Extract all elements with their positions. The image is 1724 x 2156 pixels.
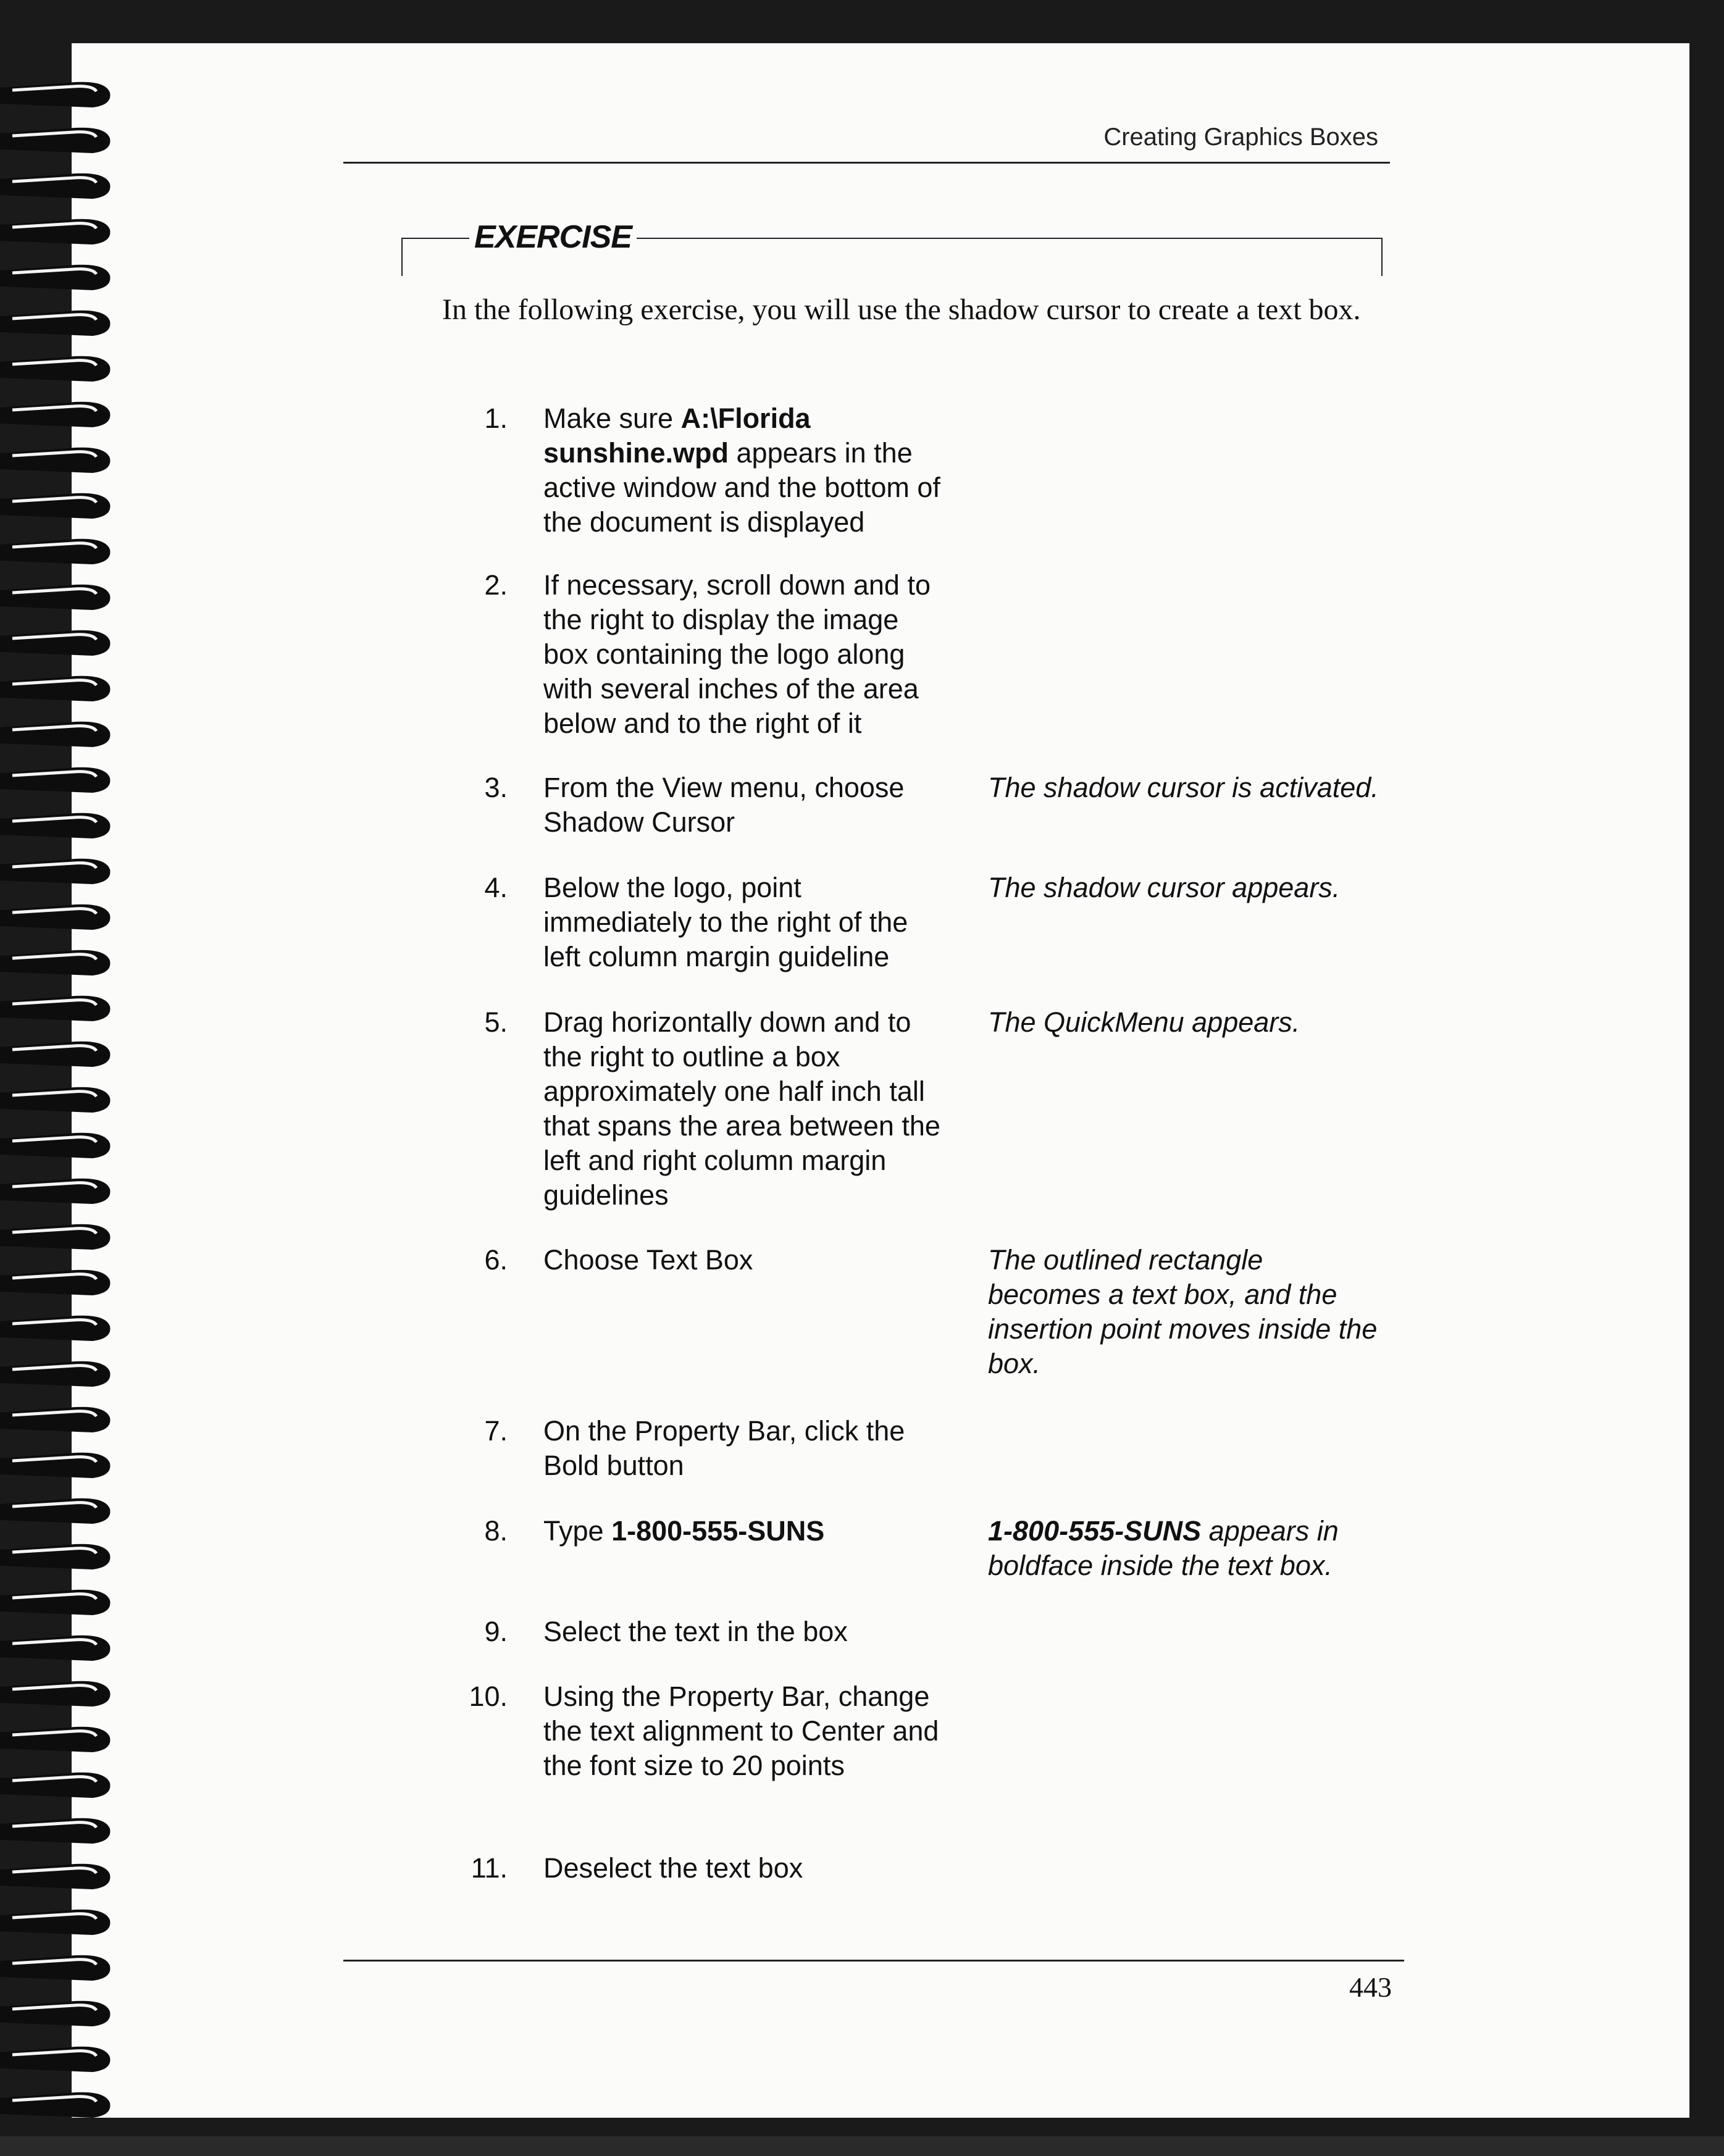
spiral-ring-icon (0, 1536, 123, 1573)
spiral-ring-icon (0, 74, 123, 111)
spiral-ring-icon (0, 988, 123, 1025)
step-number: 3. (484, 772, 508, 803)
spiral-ring-icon (0, 165, 123, 203)
spiral-ring-icon (0, 1765, 123, 1802)
typed-text: 1-800-555-SUNS (611, 1515, 825, 1547)
spiral-ring-icon (0, 1719, 123, 1756)
running-head: Creating Graphics Boxes (1103, 123, 1378, 151)
step-number: 10. (469, 1681, 508, 1712)
exercise-intro: In the following exercise, you will use the shadow cursor to create a text box. (442, 293, 1361, 326)
spiral-ring-icon (0, 1125, 123, 1162)
spiral-ring-icon (0, 348, 123, 385)
step-number: 4. (484, 872, 508, 903)
step-instruction: On the Property Bar, click the Bold button (543, 1415, 905, 1481)
spiral-ring-icon (0, 531, 123, 568)
file-name: A:\Florida sunshine.wpd (543, 403, 811, 469)
step-instruction: Using the Property Bar, change the text alignment to Center and the font size to 20 points (543, 1681, 939, 1781)
spiral-ring-icon (0, 714, 123, 751)
footer-rule (343, 1960, 1404, 1962)
step-number: 9. (484, 1616, 508, 1647)
step-result: The shadow cursor appears. (988, 872, 1341, 903)
spiral-ring-icon (0, 1262, 123, 1299)
page-number: 443 (1349, 1971, 1392, 2003)
spiral-binding (0, 0, 142, 2156)
step-result: The outlined rectangle becomes a text box, and the insertion point moves inside the box. (988, 1244, 1378, 1379)
step-instruction: Drag horizontally down and to the right to outline a box approximately one half inch tall that spans the area between the left and right column margin guidelines (543, 1006, 940, 1211)
step-number: 1. (484, 403, 508, 434)
step-number: 6. (484, 1244, 508, 1276)
spiral-ring-icon (0, 1673, 123, 1710)
step-number: 2. (484, 569, 508, 601)
spiral-ring-icon (0, 120, 123, 157)
step-instruction: Below the logo, point immediately to the right of the left column margin guideline (543, 872, 908, 972)
spiral-ring-icon (0, 1582, 123, 1619)
spiral-ring-icon (0, 1627, 123, 1665)
step-instruction: Deselect the text box (543, 1852, 803, 1884)
spiral-ring-icon (0, 622, 123, 659)
step-instruction: From the View menu, choose Shadow Cursor (543, 772, 905, 838)
spiral-ring-icon (0, 1216, 123, 1253)
spiral-ring-icon (0, 1079, 123, 1116)
spiral-ring-icon (0, 805, 123, 842)
exercise-title: EXERCISE (469, 219, 637, 256)
step-result: The shadow cursor is activated. (988, 772, 1379, 803)
spiral-ring-icon (0, 303, 123, 340)
scan-border-bottom (0, 2136, 1724, 2156)
spiral-ring-icon (0, 668, 123, 705)
spiral-ring-icon (0, 440, 123, 477)
step-result: The QuickMenu appears. (988, 1006, 1300, 1038)
spiral-ring-icon (0, 1993, 123, 2030)
spiral-ring-icon (0, 1308, 123, 1345)
step-number: 11. (471, 1852, 508, 1884)
step-instruction: Choose Text Box (543, 1244, 753, 1276)
spiral-ring-icon (0, 1947, 123, 1984)
step-result: 1-800-555-SUNS appears in boldface inside the text box. (988, 1515, 1339, 1581)
step-instruction: If necessary, scroll down and to the right to display the image box containing the logo along with several inches of the area below and to the right of it (543, 569, 931, 739)
spiral-ring-icon (0, 1353, 123, 1390)
spiral-ring-icon (0, 896, 123, 934)
step-number: 8. (484, 1515, 508, 1547)
step-instruction: Make sure A:\Florida sunshine.wpd appears in the active window and the bottom of the document is displayed (543, 403, 940, 538)
spiral-ring-icon (0, 1034, 123, 1071)
spiral-ring-icon (0, 1810, 123, 1847)
typed-text-result: 1-800-555-SUNS (988, 1515, 1202, 1547)
spiral-ring-icon (0, 759, 123, 796)
spiral-ring-icon (0, 211, 123, 248)
step-instruction: Select the text in the box (543, 1616, 848, 1647)
spiral-ring-icon (0, 577, 123, 614)
spiral-ring-icon (0, 1902, 123, 1939)
spiral-ring-icon (0, 1856, 123, 1893)
step-number: 5. (484, 1006, 508, 1038)
spiral-ring-icon (0, 2084, 123, 2121)
spiral-ring-icon (0, 257, 123, 294)
spiral-ring-icon (0, 851, 123, 888)
spiral-ring-icon (0, 394, 123, 431)
spiral-ring-icon (0, 1445, 123, 1482)
step-number: 7. (484, 1415, 508, 1447)
spiral-ring-icon (0, 942, 123, 979)
spiral-ring-icon (0, 485, 123, 522)
header-rule (343, 162, 1390, 164)
spiral-ring-icon (0, 2039, 123, 2076)
step-instruction: Type 1-800-555-SUNS (543, 1515, 825, 1547)
spiral-ring-icon (0, 1171, 123, 1208)
spiral-ring-icon (0, 1399, 123, 1436)
spiral-ring-icon (0, 1490, 123, 1527)
